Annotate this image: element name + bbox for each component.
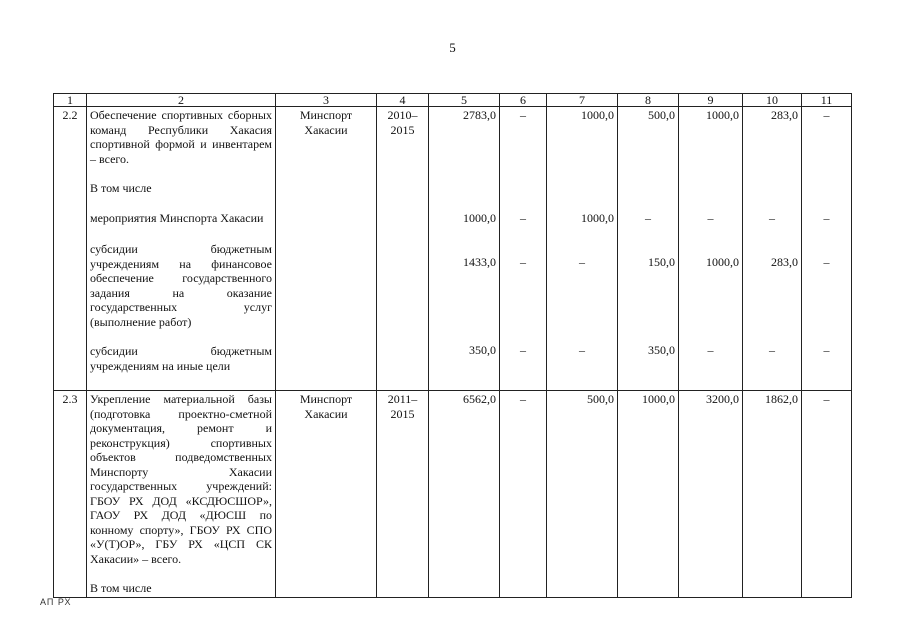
column-number: 2 <box>87 94 276 107</box>
amount-value: – <box>520 342 526 357</box>
amount-value: 350,0 <box>648 342 675 357</box>
column-numbers-row <box>54 94 852 107</box>
amount-value: – <box>500 391 547 598</box>
column-number: 11 <box>802 94 852 107</box>
amount-cell <box>802 107 852 391</box>
amount-value: – <box>645 210 651 225</box>
amount-value: 283,0 <box>771 255 798 269</box>
subitem-label: мероприятия Минспорта Хакасии <box>90 210 264 225</box>
subitem-label: субсидии бюджетным учреждениям на финансовое обеспечение государственного задания на оказание государственных услуг (выполнение работ) <box>90 242 272 329</box>
activity-description <box>87 107 276 391</box>
period-cell: 2010–2015 <box>377 107 429 391</box>
column-number: 7 <box>547 94 618 107</box>
program-table <box>53 93 852 598</box>
amount-cell <box>547 107 618 391</box>
amount-value: 1433,0 <box>463 255 496 269</box>
amount-value: 3200,0 <box>679 391 743 598</box>
page-number: 5 <box>449 40 456 55</box>
amount-value: – <box>520 210 526 225</box>
column-number: 10 <box>743 94 802 107</box>
amount-cell <box>743 107 802 391</box>
amount-value: 1862,0 <box>743 391 802 598</box>
amount-value: 1000,0 <box>581 210 614 225</box>
column-number: 1 <box>54 94 87 107</box>
amount-value: – <box>823 255 830 269</box>
column-number: 6 <box>500 94 547 107</box>
amount-value: – <box>707 210 714 225</box>
amount-value: 1000,0 <box>618 391 679 598</box>
column-number: 3 <box>276 94 377 107</box>
amount-value: 500,0 <box>648 108 675 122</box>
subitem-label: В том числе <box>90 181 152 195</box>
amount-value: – <box>823 210 830 225</box>
table-row <box>54 107 852 391</box>
amount-value: 1000,0 <box>463 210 496 225</box>
amount-value: – <box>579 342 585 357</box>
amount-value: 350,0 <box>469 342 496 357</box>
amount-value: – <box>520 255 526 269</box>
period-cell: 2011–2015 <box>377 391 429 598</box>
amount-value: 1000,0 <box>706 255 739 269</box>
column-number: 5 <box>429 94 500 107</box>
table-row <box>54 391 852 598</box>
column-number: 8 <box>618 94 679 107</box>
amount-value: – <box>707 342 714 357</box>
amount-value: – <box>579 255 585 269</box>
amount-cell <box>429 107 500 391</box>
amount-value: – <box>769 210 775 225</box>
row-number: 2.3 <box>54 391 87 598</box>
column-number: 4 <box>377 94 429 107</box>
activity-title: Укрепление материальной базы (подготовка проектно-сметной документация, ремонт и реконструкция) спортивных объектов подведомственных Минспорту Хакасии государственных учреждений: ГБОУ РХ ДОД «КСДЮСШОР», ГАОУ РХ ДОД «ДЮСШ по конному спорту», ГБОУ РХ СПО «У(Т)ОР», ГБУ РХ «ЦСП СК Хакасии» – всего. <box>90 392 272 566</box>
footer-mark: АП РХ <box>40 597 72 607</box>
amount-value: – <box>802 391 852 598</box>
amount-value: – <box>769 342 775 357</box>
amount-value: 150,0 <box>648 255 675 269</box>
amount-value: 500,0 <box>547 391 618 598</box>
subitem-label: В том числе <box>90 581 152 595</box>
executor-cell: Минспорт Хакасии <box>276 107 377 391</box>
amount-cell <box>500 107 547 391</box>
amount-value: 1000,0 <box>706 108 739 122</box>
activity-title: Обеспечение спортивных сборных команд Республики Хакасия спортивной формой и инвентарем – всего. <box>90 108 272 166</box>
executor-cell: Минспорт Хакасии <box>276 391 377 598</box>
amount-cell <box>618 107 679 391</box>
amount-value: 1000,0 <box>581 108 614 122</box>
subitem-label: субсидии бюджетным учреждениям на иные цели <box>90 344 272 373</box>
row-number: 2.2 <box>54 107 87 391</box>
amount-value: 2783,0 <box>463 108 496 122</box>
amount-value: 6562,0 <box>429 391 500 598</box>
activity-description <box>87 391 276 598</box>
amount-value: – <box>520 108 526 122</box>
column-number: 9 <box>679 94 743 107</box>
amount-value: 283,0 <box>771 108 798 122</box>
amount-value: – <box>823 108 830 122</box>
amount-value: – <box>823 342 830 357</box>
amount-cell <box>679 107 743 391</box>
